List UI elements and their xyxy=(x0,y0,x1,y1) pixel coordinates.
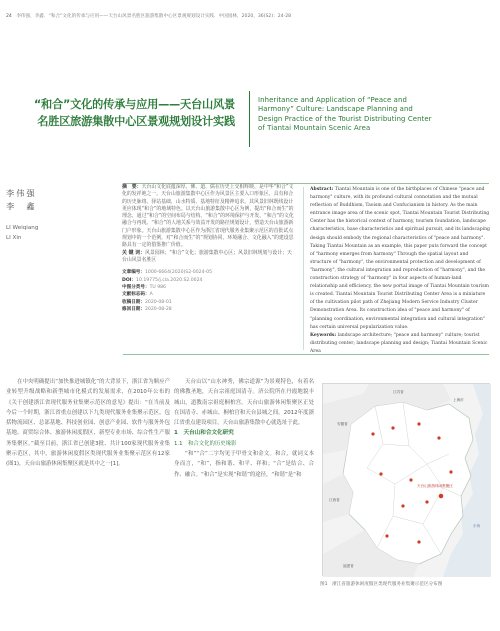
subsection-heading: 1.1 和合文化的历史缘影 xyxy=(174,440,237,447)
abstract-en-label: Abstract: xyxy=(310,187,334,192)
title-en xyxy=(258,96,490,134)
title-cn-line1: “和合”文化的传承与应用——天台山风景 xyxy=(33,98,235,111)
body-column-2 xyxy=(174,377,314,480)
keywords-cn-label: 关 键 词： xyxy=(122,249,145,256)
article-meta xyxy=(122,269,295,313)
keywords-en-text: landscape architecture; "peace and harmony" culture; tourist distributing center; landscape planning and design; Tiantai Mountain Scenic Area xyxy=(310,332,488,354)
map-label-sea: 东海 xyxy=(473,524,481,528)
figure-caption: 图1 浙江省旅游休闲度假区类现代服务业集聚示范区分布图 xyxy=(320,582,443,587)
map-label-shanghai: 上海市 xyxy=(453,398,464,402)
abstract-cn-text: 天台山文化底蕴深厚，佛、道、儒在历史上交相辉映，是中华“和合”文化的发祥地之一。天台山旅游集散中心区作为风景区主要入口形象区，具有和合的历史脉络、驿站基础，山水特质、基地特征及精神追求。其风景旧林既线设计更应体现“和合”的地域特色。以天台山旅游集散中心区为例，提出“和合而生”的理念，通过“和合”的空间布局与结构、“和合”的环境保护与开发、“和合”的文化融合与再现、“和合”的人地关系与效益开发的路径规划设计，塑造天台山旅游新门户形象。天台山旅游集散中心区作为浙江省现代服务业集聚示范区的首批试点规划中的一个范例，对“和合而生”的“规划协同、环境融合、文化融入”的建设思路具有一定的借鉴推广价值。 xyxy=(122,184,294,249)
body-column-1 xyxy=(6,377,170,470)
title-divider xyxy=(249,91,250,147)
tiantai-marker xyxy=(438,493,443,498)
meta-row: 修回日期：2020-08-28 xyxy=(122,307,172,313)
author-list xyxy=(6,187,66,243)
author-en: LI Xin xyxy=(6,235,22,241)
title-en-line: Inheritance and Application of “Peace and xyxy=(258,96,407,104)
keywords-cn-text: 风景园林；“和合”文化；旅游集散中心区；风景旧林规划与设计；天台山风景名胜区 xyxy=(122,249,292,263)
title-en-line: of Tiantai Mountain Scenic Area xyxy=(258,124,371,133)
meta-row: 文章编号：1000-6664(2020)S2-0024-05 xyxy=(122,270,212,276)
abstract-en-text: Tiantai Mountain is one of the birthplaces of Chinese "peace and harmony" culture, with its profound cultural connotation and the mutual reflection of Buddhism, Taoism and Confucianism in history. As the main entrance image area of the scenic spot, Tiantai Mountain Tourist Distributing Center has the historical context of harmony, tourism foundation, landscape characteristics, base characteristics and spiritual pursuit, and its landscaping design should embody the regional characteristics of "peace and harmony". Taking Tiantai Mountain as an example, this paper puts forward the concept of "harmony emerges from harmony" Through the spatial layout and structure of "harmony", the environmental protection and development of "harmony", the cultural integration and reproduction of "harmony", and the construction strategy of "harmony" in four aspects of human-land relationship and efficiency, the new portal image of Tiantai Mountain tourism is created. Tiantai Mountain Tourist Distributing Center Area is a miniature of the cultivation pilot path of Zhejiang Modern Service Industry Cluster Demonstration Area. Its construction idea of "peace and harmony" of "planning coordination, environmental integration and cultural integration" has certain universal popularization value. xyxy=(310,187,490,330)
citation-text: 李伟强，李鑫．“和合”文化的传承与应用——天台山风景名胜区旅游集散中心区景观规划设计实践．中国园林，2020，36(S2)：24-28 xyxy=(16,14,292,19)
map-label-anhui: 安徽省 xyxy=(337,422,348,426)
map-graphic xyxy=(323,384,491,577)
keywords-en-label: Keywords: xyxy=(310,332,337,338)
author-en: LI Weiqiang xyxy=(6,225,39,231)
meta-row: DOI：10.19775/j.cla.2020.S2.0024 xyxy=(122,277,203,283)
title-en-line: Harmony” Culture: Landscape Planning and xyxy=(258,105,413,114)
page-number: 24 xyxy=(6,14,12,19)
body-paragraph: “和”“合”二字均见于甲骨文和金文。和合，就词义本身而言，“和”，指和谐、和平、祥和；“合”是结合、合作、融合。“和合”是实现“和谐”的途径，“和谐”是“和 xyxy=(174,451,314,478)
author-cn: 李 鑫 xyxy=(6,201,37,211)
body-paragraph: 天台山以“山水神秀，佛宗道源”为景观特色，有着名的佛教圣地，天台宗祖庭国清寺。济公院所在丹霞地貌丰城山，道教南宗祖庭桐柏宫。天台山旅游休闲集聚区正处在国清寺、赤城山、桐柏宫和天台县城之间。2012年度浙江省重点建设项目，天台山旅游集散中心就选址于此。 xyxy=(174,379,314,427)
title-en-line: Design Practice of the Tourist Distributing Center xyxy=(258,114,432,123)
author-cn: 李伟强 xyxy=(6,188,37,198)
map-label-jiangxi: 江西省 xyxy=(329,498,340,502)
title-block-cn xyxy=(0,96,250,141)
map-label-tiantai: 天台山旅游休闲集聚区 xyxy=(417,484,453,488)
running-header xyxy=(6,13,494,19)
abstract-divider xyxy=(303,187,304,350)
body-paragraph: 在中央明确提出“加快推进城镇化”的大背景下，浙江省为顺应产业转型升级战略和新型城市化模式的发展需求，在2010年公布的《关于创建浙江省现代服务业集聚示范区的意见》提出：“在当前及今后一个时期，浙江省重点创建以下九类现代服务业集聚示范区，包括物流园区、总部基地、科技创业园、创意产业园、软件与服务外包基地、商贸综合体、旅游休闲度假区、新型专业市场、综合性生产服务集聚区。”截至目前，浙江省已创建3批、共计100家现代服务业集聚示范区，其中，旅游休闲度假区类现代服务业集聚示范区有12家(图1)，天台山旅游休闲集聚区就是其中之一[1]。 xyxy=(6,379,170,468)
map-label-jiangsu: 江苏省 xyxy=(393,390,404,394)
abstract-cn-label: 摘 要： xyxy=(122,184,142,190)
map-label-fujian: 福建省 xyxy=(343,564,354,568)
title-cn-line2: 名胜区旅游集散中心区景观规划设计实践 xyxy=(37,115,235,128)
abstract-cn xyxy=(122,184,295,314)
figure-map xyxy=(322,383,490,576)
abstract-en xyxy=(310,186,490,356)
meta-row: 收稿日期：2020-08-01 xyxy=(122,299,172,305)
meta-row: 中图分类号：TU 986 xyxy=(122,285,166,291)
section-heading: 1 天台山和合文化研究 xyxy=(174,430,234,437)
meta-row: 文献标志码：A xyxy=(122,292,153,298)
